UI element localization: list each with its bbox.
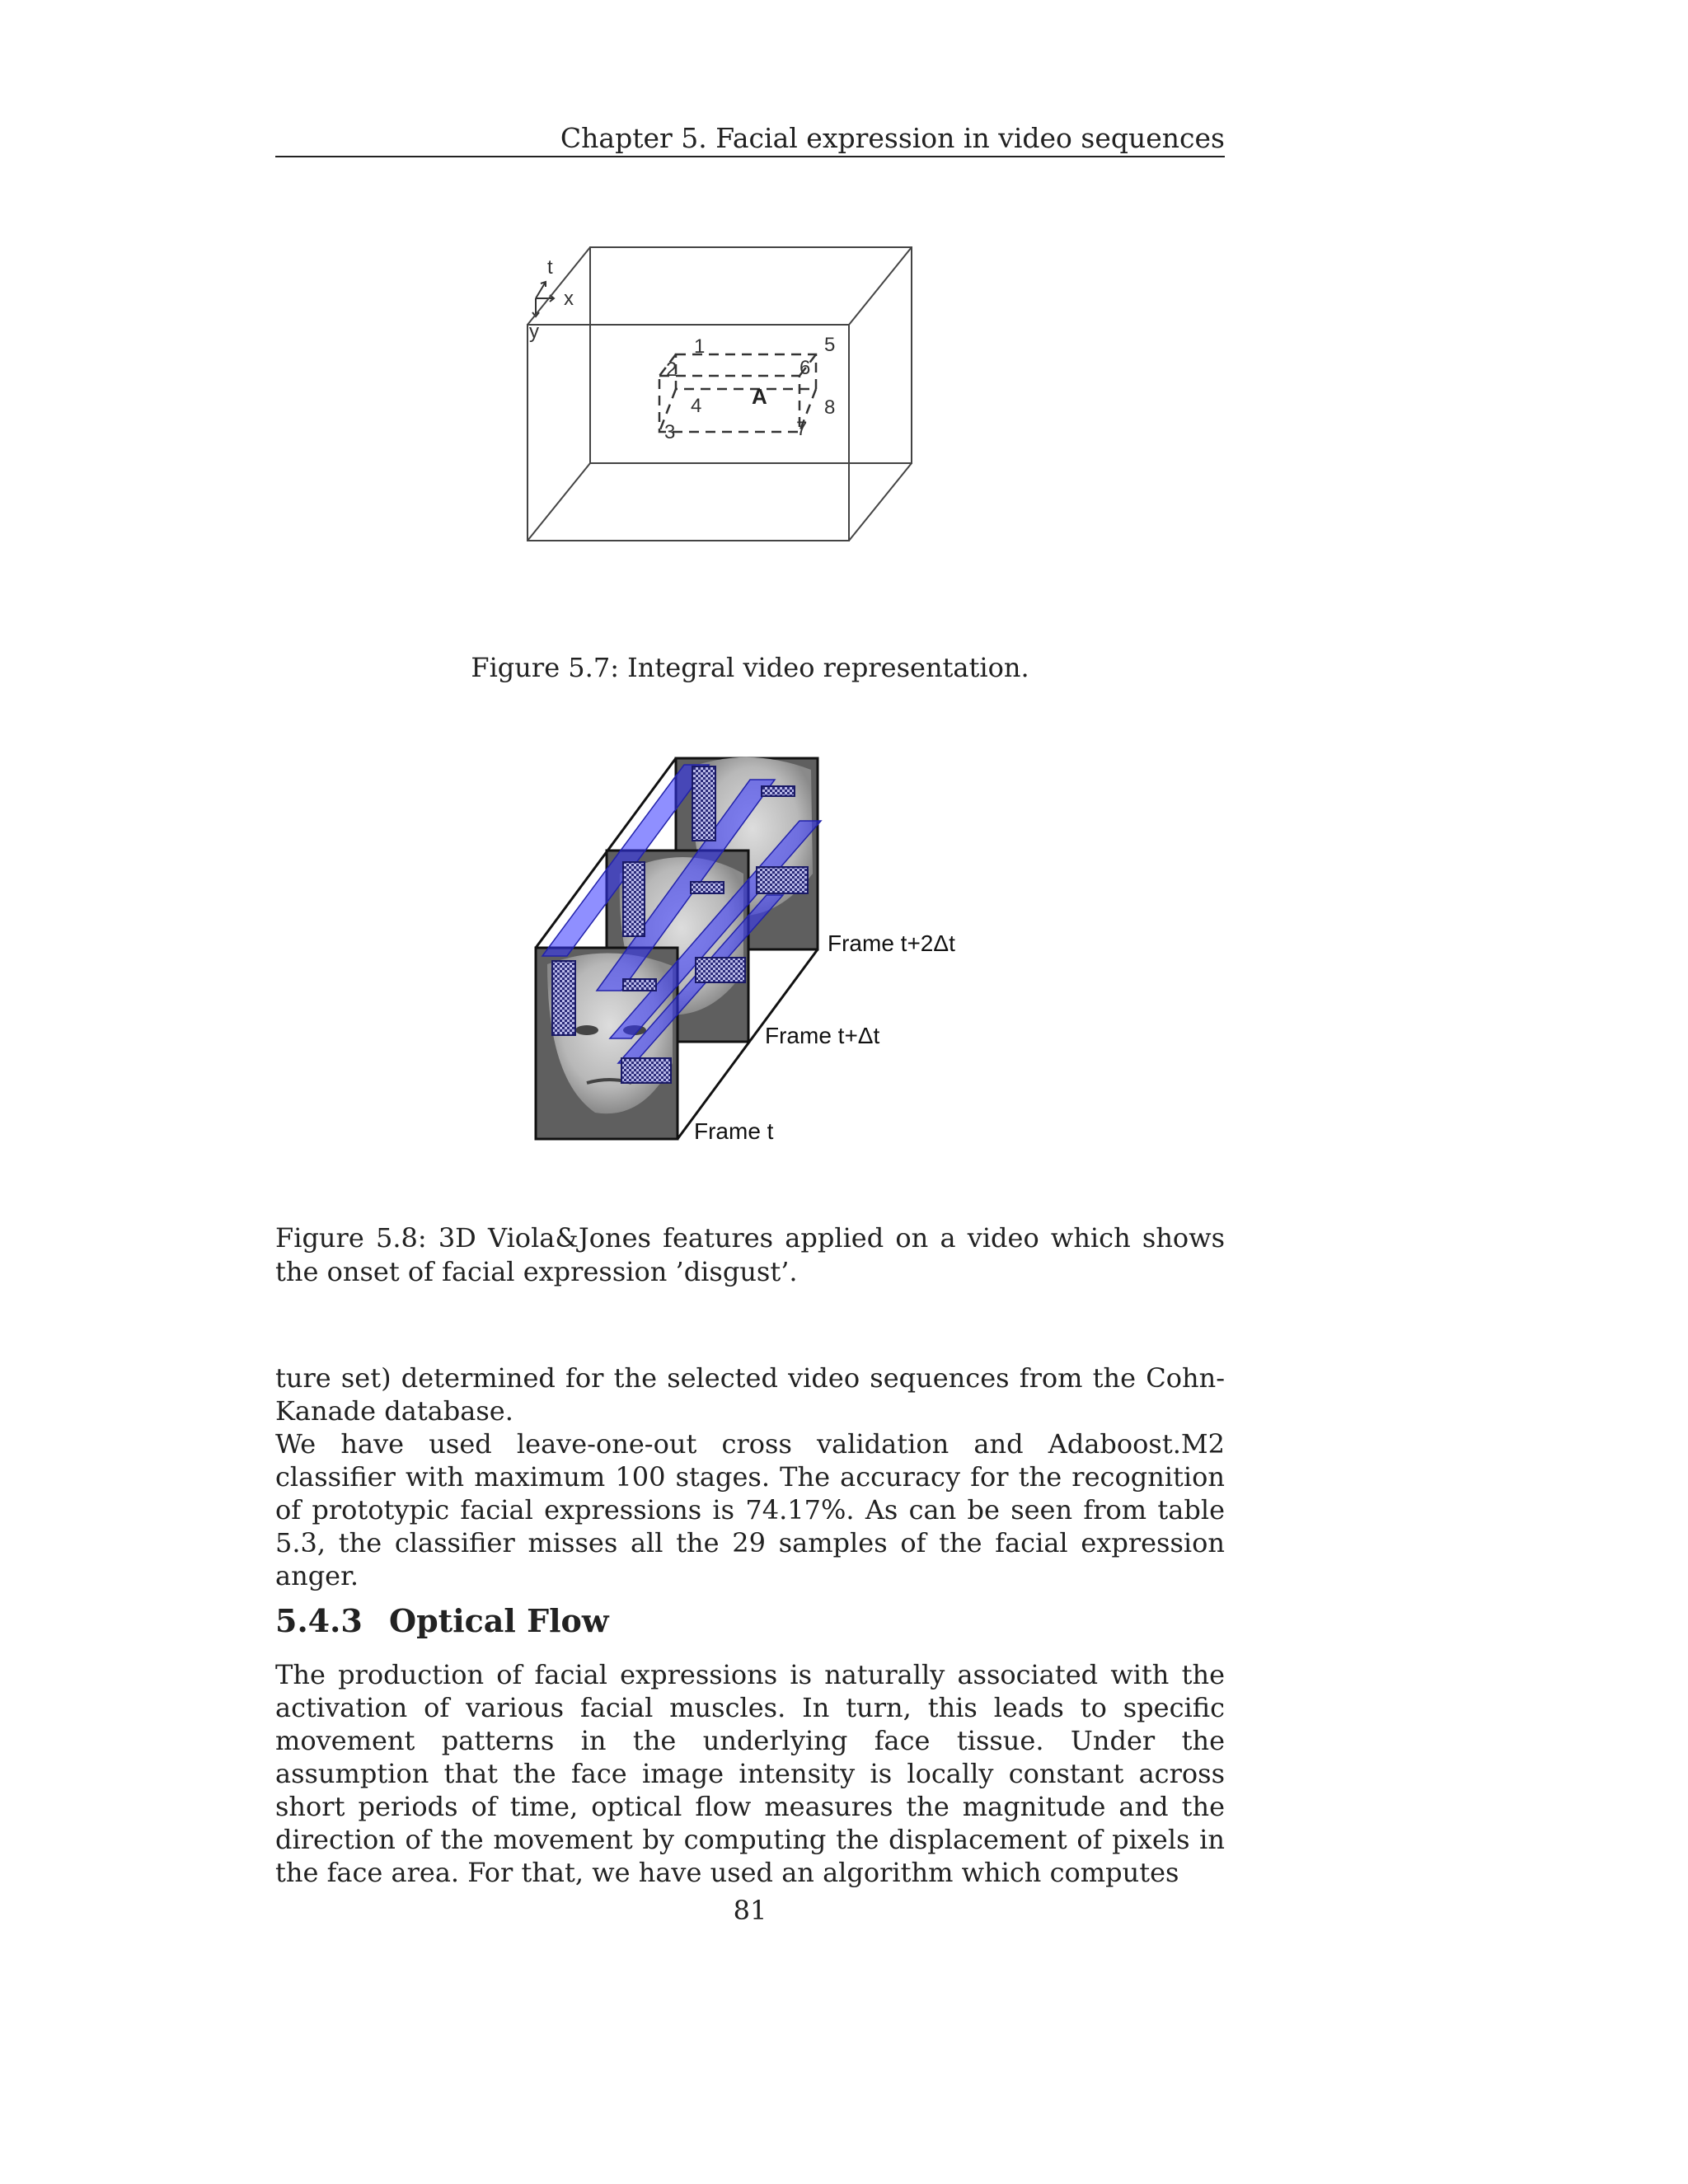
figure-5-8-viola-jones-3d [528, 750, 989, 1146]
axis-label-t: t [547, 256, 553, 279]
frame-label-t: Frame t [694, 1118, 774, 1144]
header-rule [275, 156, 1225, 157]
corner-label-1: 1 [694, 335, 706, 358]
axis-label-x: x [564, 288, 574, 310]
body-paragraph-3: The production of facial expressions is naturally associated with the activation of various facial muscles. In turn, this leads to specific movement patterns in the underlying face tissue. Under the assumption that the face image intensity is locally constant across short periods of time, optical flow measures the magnitude and the direction of the movement by computing the displacement of pixels in the face area. For that, we have used an algorithm which computes [275, 1659, 1225, 1888]
corner-label-7: 7 [796, 418, 808, 440]
corner-label-4: 4 [691, 395, 702, 417]
axis-indicator [532, 282, 554, 316]
corner-label-2: 2 [666, 359, 678, 381]
sub-volume-a [659, 354, 816, 432]
section-title: Optical Flow [389, 1602, 609, 1639]
frame-label-t-plus-2dt: Frame t+2Δt [828, 930, 955, 956]
body-paragraph-2: We have used leave-one-out cross validation and Adaboost.M2 classifier with maximum 100 stages. The accuracy for the recognition of prototypic facial expressions is 74.17%. As can be seen from table 5.3, the classifier misses all the 29 samples of the facial expression anger. [275, 1428, 1225, 1591]
page-number: 81 [733, 1895, 767, 1926]
running-header: Chapter 5. Facial expression in video sequences [560, 122, 1225, 154]
figure-5-7-integral-video [511, 239, 989, 552]
figure-5-8-caption: Figure 5.8: 3D Viola&Jones features applied on a video which shows the onset of facial expression ’disgust’. [275, 1222, 1225, 1287]
video-volume [528, 247, 912, 541]
body-paragraph-1: ture set) determined for the selected video sequences from the Cohn-Kanade database. [275, 1362, 1225, 1427]
frame-label-t-plus-dt: Frame t+Δt [765, 1023, 880, 1048]
corner-label-8: 8 [824, 396, 836, 419]
figure-5-7-caption: Figure 5.7: Integral video representation. [471, 652, 1029, 683]
corner-label-3: 3 [664, 421, 676, 443]
corner-label-6: 6 [799, 357, 811, 379]
corner-label-5: 5 [824, 334, 836, 356]
section-number: 5.4.3 [275, 1602, 363, 1639]
axis-label-y: y [529, 321, 539, 343]
section-heading [275, 1601, 1225, 1642]
region-label-a: A [752, 384, 767, 409]
